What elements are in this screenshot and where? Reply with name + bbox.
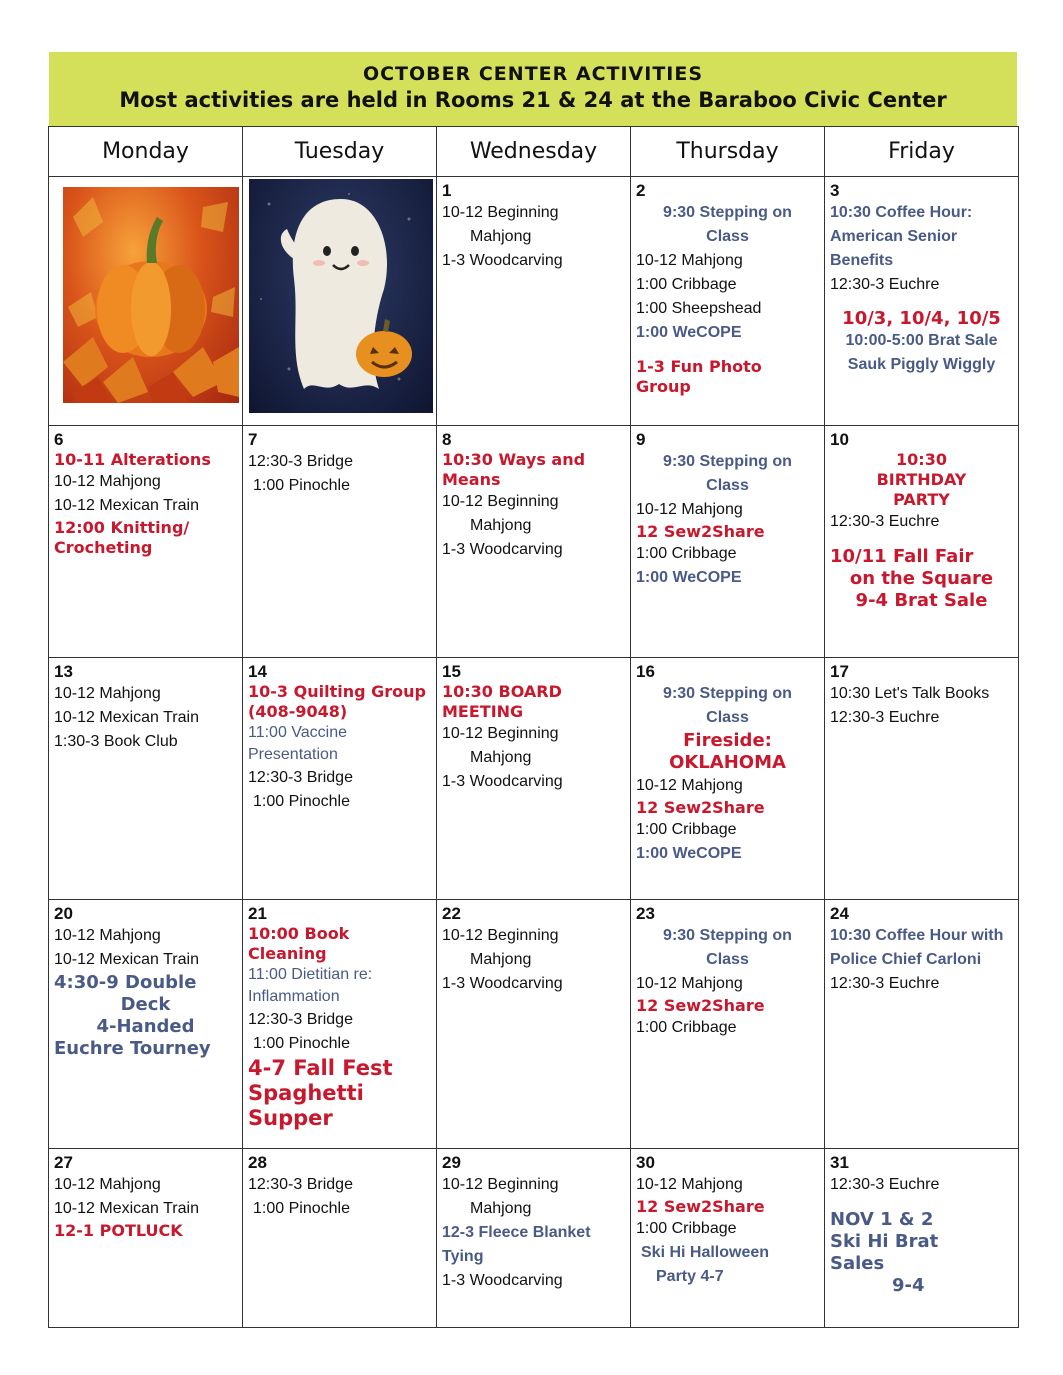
activity: Class <box>706 950 749 968</box>
activity: 1-3 Woodcarving <box>442 773 563 791</box>
activity: 1-3 Fun Photo Group <box>636 357 762 397</box>
activity: Class <box>706 228 749 246</box>
activity: 10/11 Fall Fair <box>830 546 974 568</box>
week-row <box>49 426 1019 658</box>
activity: 11:00 Vaccine Presentation <box>248 724 348 764</box>
day-number: 20 <box>54 903 73 923</box>
activity: 12:30-3 Euchre <box>830 513 940 531</box>
day-cell <box>437 899 631 1148</box>
activity: 12-1 POTLUCK <box>54 1220 183 1240</box>
day-number: 1 <box>442 181 452 201</box>
activity: Mahjong <box>470 1199 532 1217</box>
activity: 9-4 Brat Sale <box>855 590 988 612</box>
day-number: 29 <box>442 1152 461 1172</box>
weekday-thursday: Thursday <box>631 127 825 177</box>
pumpkin-image <box>63 187 239 403</box>
day-number: 27 <box>54 1152 73 1172</box>
activity: Euchre Tourney <box>54 1037 211 1059</box>
day-cell <box>243 899 437 1148</box>
activity: on the Square <box>849 568 994 590</box>
activity: Ski Hi Brat Sales <box>830 1230 939 1274</box>
activity: 10-12 Mahjong <box>54 1175 161 1193</box>
day-cell <box>825 177 1019 426</box>
activity: 9:30 Stepping on <box>663 453 792 471</box>
activity: 10-3 Quilting Group (408-9048) <box>248 682 426 722</box>
weekday-friday: Friday <box>825 127 1019 177</box>
activity: 10-11 Alterations <box>54 450 211 470</box>
activity: Class <box>706 709 749 727</box>
day-number: 30 <box>636 1152 655 1172</box>
day-cell <box>631 177 825 426</box>
activity: 12 Sew2Share <box>636 798 765 818</box>
activity: 1:00 Cribbage <box>636 1219 737 1237</box>
activity: 1:00 Sheepshead <box>636 300 762 318</box>
activity: 10-12 Beginning <box>442 1175 559 1193</box>
activity: PARTY <box>893 490 950 510</box>
activity: 12 Sew2Share <box>636 995 765 1015</box>
activity: 1:00 Cribbage <box>636 1018 737 1036</box>
day-number: 13 <box>54 662 73 682</box>
activity: 10:00-5:00 Brat Sale <box>845 332 998 350</box>
activity: 4:30-9 Double <box>54 971 197 993</box>
activity: 10-12 Mahjong <box>636 974 743 992</box>
day-number: 14 <box>248 662 267 682</box>
day-cell <box>825 899 1019 1148</box>
day-cell <box>49 899 243 1148</box>
activity: 10:30 <box>896 450 947 470</box>
activity: Class <box>706 477 749 495</box>
activity: 12:30-3 Euchre <box>830 276 940 294</box>
activity: 10-12 Mahjong <box>54 685 161 703</box>
calendar-subtitle: Most activities are held in Rooms 21 & 24 at the Baraboo Civic Center <box>119 88 947 112</box>
day-cell <box>825 1148 1019 1327</box>
day-cell <box>631 658 825 899</box>
day-number: 16 <box>636 662 655 682</box>
day-cell <box>825 426 1019 658</box>
activity: 12:30-3 Bridge <box>248 453 353 471</box>
day-number: 31 <box>830 1152 849 1172</box>
weekday-header-row <box>49 127 1019 177</box>
activity: Deck <box>120 993 171 1015</box>
activity: 9:30 Stepping on <box>663 926 792 944</box>
activity: 10-12 Beginning <box>442 926 559 944</box>
activity: 1:30-3 Book Club <box>54 733 178 751</box>
week-row <box>49 658 1019 899</box>
day-number: 24 <box>830 903 849 923</box>
day-number: 17 <box>830 662 849 682</box>
activity: NOV 1 & 2 <box>830 1208 934 1230</box>
activity: 10:30 Coffee Hour with Police Chief Carloni <box>830 926 1004 968</box>
activity: 12 Sew2Share <box>636 1196 765 1216</box>
activity: 1:00 Cribbage <box>636 276 737 294</box>
day-cell-image <box>49 177 243 426</box>
activity: Party 4-7 <box>656 1267 724 1285</box>
week-row <box>49 899 1019 1148</box>
activity: 10:30 Ways and Means <box>442 450 586 490</box>
calendar-title: OCTOBER CENTER ACTIVITIES <box>362 63 704 85</box>
activity: 10-12 Mahjong <box>54 926 161 944</box>
activity: 10-12 Beginning <box>442 493 559 511</box>
day-cell <box>437 1148 631 1327</box>
day-cell <box>243 1148 437 1327</box>
activity: 12:30-3 Euchre <box>830 974 940 992</box>
activity: 12:30-3 Bridge <box>248 1010 353 1028</box>
activity: 10-12 Mahjong <box>636 1175 743 1193</box>
day-number: 7 <box>248 430 258 450</box>
activity: 1-3 Woodcarving <box>442 974 563 992</box>
weekday-monday: Monday <box>49 127 243 177</box>
activity: Mahjong <box>470 749 532 767</box>
activity: Mahjong <box>470 228 532 246</box>
activity: 10:00 Book Cleaning <box>248 923 350 963</box>
day-number: 2 <box>636 181 646 201</box>
day-cell <box>243 426 437 658</box>
activity: 9:30 Stepping on <box>663 685 792 703</box>
activity: 12:30-3 Euchre <box>830 709 940 727</box>
activity: 10-12 Mahjong <box>636 252 743 270</box>
day-number: 6 <box>54 430 64 450</box>
activity: 1:00 Pinochle <box>253 1034 350 1052</box>
day-cell <box>49 426 243 658</box>
activity: 10-12 Mexican Train <box>54 709 199 727</box>
activity: 1:00 Pinochle <box>253 477 350 495</box>
day-number: 21 <box>248 903 267 923</box>
day-cell <box>437 426 631 658</box>
activity: 1-3 Woodcarving <box>442 1271 563 1289</box>
activity: 1:00 WeCOPE <box>636 845 742 863</box>
activity: 10-12 Mahjong <box>54 473 161 491</box>
day-number: 23 <box>636 903 655 923</box>
day-number: 28 <box>248 1152 267 1172</box>
activity: 10-12 Mahjong <box>636 501 743 519</box>
day-cell <box>631 899 825 1148</box>
activity: 12:00 Knitting/ Crocheting <box>54 518 190 558</box>
ghost-image <box>249 179 433 413</box>
activity: 11:00 Dietitian re: Inflammation <box>248 965 373 1005</box>
day-cell <box>437 177 631 426</box>
activity: Ski Hi Halloween <box>641 1243 770 1261</box>
activity: 10-12 Mexican Train <box>54 950 199 968</box>
week-row <box>49 1148 1019 1327</box>
activity: BIRTHDAY <box>876 470 967 490</box>
week-row <box>49 177 1019 426</box>
day-cell <box>49 658 243 899</box>
day-cell-image <box>243 177 437 426</box>
day-number: 15 <box>442 662 461 682</box>
activity: Mahjong <box>470 517 532 535</box>
weekday-tuesday: Tuesday <box>243 127 437 177</box>
activity: Fireside: <box>683 730 772 752</box>
activity: 10-12 Mexican Train <box>54 1199 199 1217</box>
activity: 1:00 WeCOPE <box>636 324 742 342</box>
activity: Mahjong <box>470 950 532 968</box>
day-cell <box>825 658 1019 899</box>
day-number: 3 <box>830 181 840 201</box>
activity: 4-7 Fall Fest Spaghetti Supper <box>248 1055 393 1130</box>
activity: 12 Sew2Share <box>636 522 765 542</box>
activity: 9:30 Stepping on <box>663 204 792 222</box>
day-cell <box>49 1148 243 1327</box>
activity: 10:30 Let's Talk Books <box>830 685 990 703</box>
activity: 1-3 Woodcarving <box>442 252 563 270</box>
day-number: 9 <box>636 430 646 450</box>
activity: OKLAHOMA <box>669 752 786 774</box>
activity: 4-Handed <box>96 1015 195 1037</box>
activity: 10-12 Beginning <box>442 204 559 222</box>
day-number: 8 <box>442 430 452 450</box>
activity: 1-3 Woodcarving <box>442 541 563 559</box>
day-number: 22 <box>442 903 461 923</box>
day-cell <box>243 658 437 899</box>
activity: 10:30 BOARD MEETING <box>442 682 562 722</box>
activity: 10-12 Beginning <box>442 725 559 743</box>
activity: 1:00 Pinochle <box>253 1199 350 1217</box>
activity: 12-3 Fleece Blanket Tying <box>442 1223 591 1265</box>
day-cell <box>631 1148 825 1327</box>
activity: Sauk Piggly Wiggly <box>847 356 996 374</box>
activity: 12:30-3 Bridge <box>248 769 353 787</box>
activity: 12:30-3 Bridge <box>248 1175 353 1193</box>
activity: 12:30-3 Euchre <box>830 1175 940 1193</box>
day-cell <box>437 658 631 899</box>
activity: 10-12 Mexican Train <box>54 497 199 515</box>
activity: 10:30 Coffee Hour: American Senior Benefits <box>830 204 973 270</box>
activity: 10-12 Mahjong <box>636 777 743 795</box>
activity: 1:00 Cribbage <box>636 821 737 839</box>
calendar-grid <box>48 126 1019 1328</box>
weekday-wednesday: Wednesday <box>437 127 631 177</box>
activity: 1:00 Pinochle <box>253 793 350 811</box>
activity: 1:00 WeCOPE <box>636 569 742 587</box>
title-banner <box>49 52 1017 126</box>
activity: 1:00 Cribbage <box>636 545 737 563</box>
activity: 9-4 <box>892 1274 925 1296</box>
day-cell <box>631 426 825 658</box>
activity: 10/3, 10/4, 10/5 <box>842 308 1001 330</box>
day-number: 10 <box>830 430 849 450</box>
